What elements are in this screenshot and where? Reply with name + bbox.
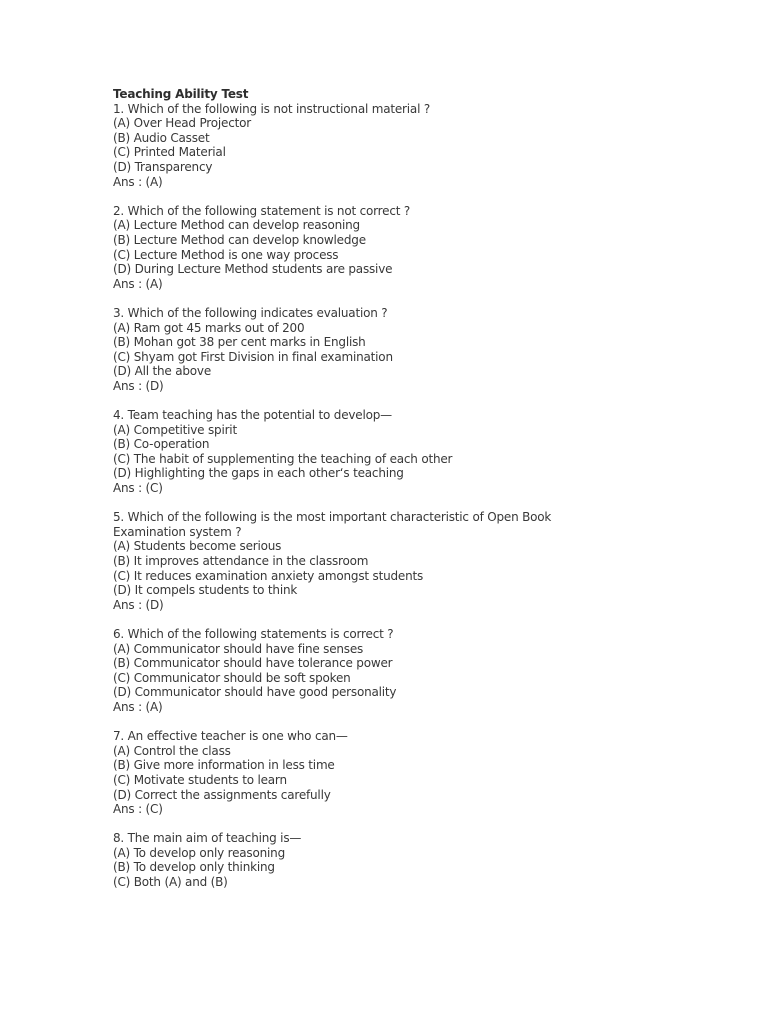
option-line: (B) It improves attendance in the classroom bbox=[113, 554, 369, 568]
option-line: (A) Communicator should have fine senses bbox=[113, 641, 364, 656]
option-line: (B) Give more information in less time bbox=[113, 758, 335, 773]
question-text-line: 1. Which of the following is not instructional material ? bbox=[113, 101, 430, 116]
answer-line: Ans : (D) bbox=[113, 378, 164, 393]
option-line: (D) It compels students to think bbox=[113, 583, 298, 598]
option-line: (D) Transparency bbox=[113, 159, 213, 174]
option-line: (A) Competitive spirit bbox=[113, 422, 237, 437]
question-text-line: Examination system ? bbox=[113, 524, 242, 539]
question-text-line: 8. The main aim of teaching is— bbox=[113, 831, 302, 846]
option-line: (B) Audio Casset bbox=[113, 130, 210, 145]
option-line: (A) Lecture Method can develop reasoning bbox=[113, 218, 360, 233]
answer-line: Ans : (C) bbox=[113, 802, 163, 817]
option-line: (B) Mohan got 38 per cent marks in English bbox=[113, 335, 366, 350]
question-list bbox=[113, 102, 633, 890]
option-line: (A) Control the class bbox=[113, 743, 231, 758]
answer-line: Ans : (A) bbox=[113, 174, 163, 189]
option-line: (C) Shyam got First Division in final examination bbox=[113, 349, 393, 364]
option-line: (B) To develop only thinking bbox=[113, 860, 275, 875]
option-line: (C) Both (A) and (B) bbox=[113, 875, 228, 890]
option-line: (C) Lecture Method is one way process bbox=[113, 247, 339, 262]
question-block-8 bbox=[113, 831, 633, 889]
option-line: (B) Co-operation bbox=[113, 437, 210, 452]
option-line: (A) Over Head Projector bbox=[113, 116, 251, 131]
answer-line: Ans : (D) bbox=[113, 597, 164, 612]
option-line: (D) Highlighting the gaps in each other‘s teaching bbox=[113, 466, 404, 481]
question-block-7 bbox=[113, 729, 633, 817]
option-line: (C) The habit of supplementing the teaching of each other bbox=[113, 451, 453, 466]
option-line: (D) All the above bbox=[113, 364, 212, 379]
option-line: (C) Printed Material bbox=[113, 145, 226, 160]
test-content bbox=[113, 87, 633, 890]
question-text-line: 7. An effective teacher is one who can— bbox=[113, 729, 348, 744]
option-line: (D) Communicator should have good personality bbox=[113, 685, 397, 700]
option-line: (C) Communicator should be soft spoken bbox=[113, 670, 351, 685]
answer-line: Ans : (C) bbox=[113, 481, 163, 496]
option-line: (D) During Lecture Method students are passive bbox=[113, 262, 393, 277]
question-text-line: 3. Which of the following indicates evaluation ? bbox=[113, 305, 388, 320]
question-text-line: 2. Which of the following statement is not correct ? bbox=[113, 203, 411, 218]
question-block-6 bbox=[113, 627, 633, 715]
option-line: (A) To develop only reasoning bbox=[113, 845, 285, 860]
option-line: (D) Correct the assignments carefully bbox=[113, 787, 331, 802]
option-line: (A) Students become serious bbox=[113, 539, 282, 554]
question-text-line: 6. Which of the following statements is correct ? bbox=[113, 626, 394, 641]
option-line: (A) Ram got 45 marks out of 200 bbox=[113, 320, 305, 335]
option-line: (C) It reduces examination anxiety amongst students bbox=[113, 568, 424, 583]
question-block-3 bbox=[113, 306, 633, 394]
question-block-2 bbox=[113, 204, 633, 292]
answer-line: Ans : (A) bbox=[113, 699, 163, 714]
answer-line: Ans : (A) bbox=[113, 276, 163, 291]
document-title: Teaching Ability Test bbox=[113, 87, 249, 101]
question-text-line: 5. Which of the following is the most important characteristic of Open Book bbox=[113, 510, 552, 525]
option-line: (C) Motivate students to learn bbox=[113, 772, 287, 787]
question-block-1 bbox=[113, 102, 633, 190]
option-line: (B) Communicator should have tolerance power bbox=[113, 656, 393, 671]
question-block-5 bbox=[113, 510, 633, 612]
option-line: (B) Lecture Method can develop knowledge bbox=[113, 232, 366, 247]
question-text-line: 4. Team teaching has the potential to develop— bbox=[113, 408, 392, 423]
question-block-4 bbox=[113, 408, 633, 496]
